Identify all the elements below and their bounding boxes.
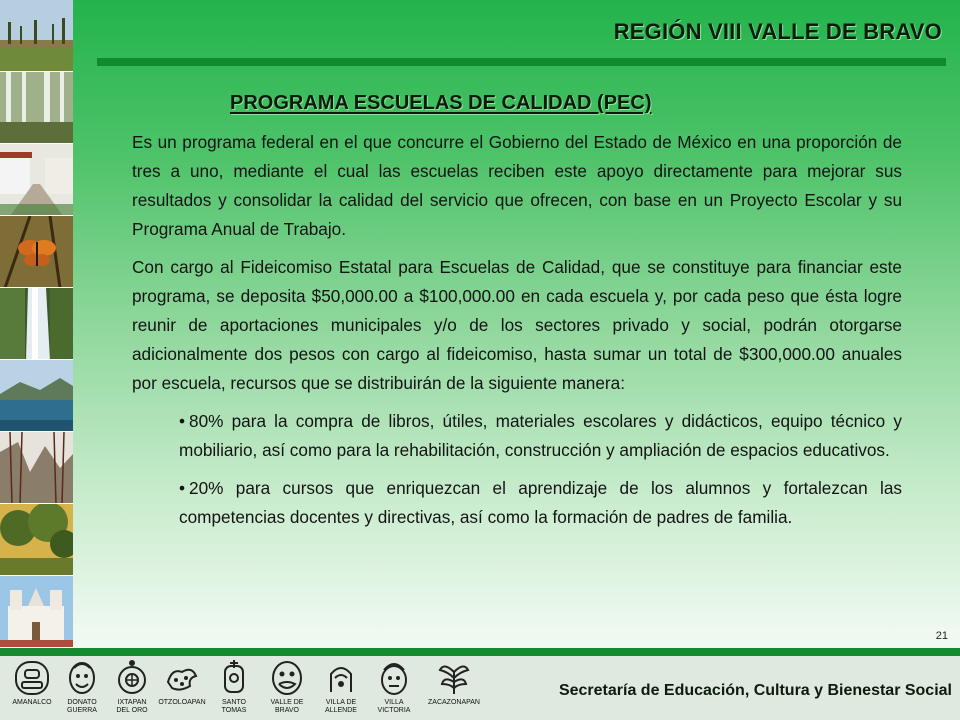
- municipality-otzoloapan: [154, 658, 210, 720]
- landscape-photo-icon: [0, 0, 73, 72]
- municipality-villa-victoria: [366, 658, 422, 720]
- forest-photo-icon: [0, 72, 73, 144]
- municipality-label: OTZOLOAPAN: [158, 699, 206, 706]
- municipality-zacazonapan: [422, 658, 486, 720]
- lake-photo-icon: [0, 360, 73, 432]
- bullet-text: 20% para cursos que enriquezcan el aprendizaje de los alumnos y fortalezcan las competencias docentes y directivas, así como la formación de padres de familia.: [179, 478, 902, 527]
- photo-strip: [0, 0, 73, 648]
- bullet-text: 80% para la compra de libros, útiles, materiales escolares y didácticos, equipo técnico y mobiliario, así como para la rehabilitación, construcción y ampliación de espacios educativos.: [179, 411, 902, 460]
- municipality-label: SANTO: [222, 699, 246, 706]
- amanalco-glyph-icon: [12, 658, 52, 698]
- municipality-label: GUERRA: [67, 706, 97, 714]
- municipality-donato-guerra: [54, 658, 110, 720]
- valle-de-bravo-glyph-icon: [267, 658, 307, 698]
- butterfly-photo-icon: [0, 216, 73, 288]
- bullet-icon: •: [179, 478, 186, 498]
- page-number: 21: [935, 630, 948, 642]
- municipality-label: TOMAS: [221, 706, 247, 714]
- municipality-label: VILLA: [384, 699, 404, 706]
- municipality-label: ALLENDE: [325, 706, 357, 714]
- municipality-label: VILLA DE: [325, 699, 357, 706]
- program-title: PROGRAMA ESCUELAS DE CALIDAD (PEC): [230, 92, 652, 114]
- santo-tomas-glyph-icon: [214, 658, 254, 698]
- list-item: [179, 474, 902, 532]
- donato-guerra-glyph-icon: [62, 658, 102, 698]
- municipality-label: IXTAPAN: [117, 699, 147, 706]
- distribution-list: [179, 407, 902, 532]
- paragraph-funding: Con cargo al Fideicomiso Estatal para Escuelas de Calidad, que se constituye para financiar este programa, se deposita $50,000.00 a $100,000.00 en cada escuela y, por cada peso que ésta logre reunir de aportaciones municipales y/o de los sectores privado y social, podrán otorgarse adicionalmente dos pesos con cargo al fideicomiso, hasta sumar un total de $300,000.00 anuales por escuela, recursos que se distribuirán de la siguiente manera:: [132, 257, 902, 393]
- footer: [0, 656, 960, 720]
- municipality-label: ZACAZONAPAN: [428, 699, 480, 706]
- paragraph-intro: Es un programa federal en el que concurre el Gobierno del Estado de México en una proporción de tres a uno, mediante el cual las escuelas reciben este apoyo directamente para mejorar sus resultados y consolidar la calidad del servicio que ofrecen, con base en un Proyecto Escolar y su Programa Anual de Trabajo.: [132, 132, 902, 239]
- header-divider: [97, 58, 946, 66]
- waterfall-photo-icon: [0, 288, 73, 360]
- list-item: [179, 407, 902, 465]
- municipality-villa-de-allende: [313, 658, 369, 720]
- municipality-label: AMANALCO: [12, 699, 52, 706]
- municipality-label: VICTORIA: [377, 706, 411, 714]
- bullet-icon: •: [179, 411, 186, 431]
- municipality-amanalco: [4, 658, 60, 720]
- villa-de-allende-glyph-icon: [321, 658, 361, 698]
- municipality-santo-tomas: [206, 658, 262, 720]
- municipality-valle-de-bravo: [259, 658, 315, 720]
- mountain-canyon-photo-icon: [0, 432, 73, 504]
- church-photo-icon: [0, 576, 73, 648]
- municipality-label: BRAVO: [275, 706, 299, 714]
- secretaria-name: Secretaría de Educación, Cultura y Bienestar Social: [558, 682, 952, 699]
- municipality-ixtapan-del-oro: [104, 658, 160, 720]
- zacazonapan-glyph-icon: [434, 658, 474, 698]
- trees-photo-icon: [0, 504, 73, 576]
- otzoloapan-glyph-icon: [162, 658, 202, 698]
- villa-victoria-glyph-icon: [374, 658, 414, 698]
- village-street-photo-icon: [0, 144, 73, 216]
- region-title: REGIÓN VIII VALLE DE BRAVO: [613, 19, 942, 44]
- municipality-label: DONATO: [67, 699, 97, 706]
- ixtapan-del-oro-glyph-icon: [112, 658, 152, 698]
- municipality-label: DEL ORO: [116, 706, 148, 714]
- content-body: [132, 128, 902, 541]
- municipality-label: VALLE DE: [270, 699, 304, 706]
- footer-divider: [0, 648, 960, 656]
